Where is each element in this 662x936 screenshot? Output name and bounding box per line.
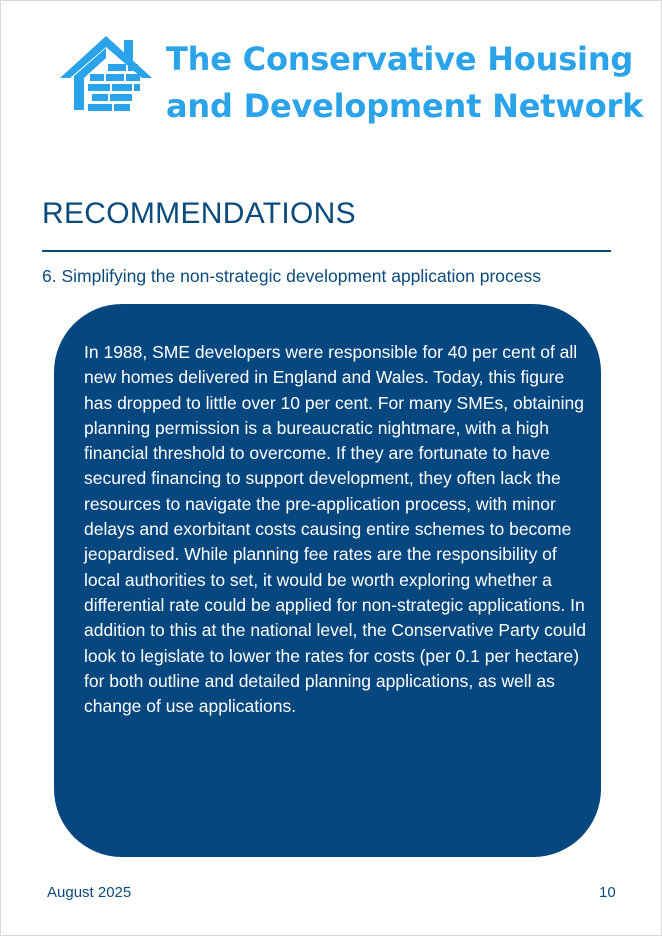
organization-title — [166, 36, 643, 130]
heading-divider — [42, 250, 611, 252]
footer-date: August 2025 — [47, 884, 132, 901]
section-heading: RECOMMENDATIONS — [42, 197, 356, 230]
recommendation-body-text: In 1988, SME developers were responsible for 40 per cent of all new homes delivered in England and Wales. Today, this figure has dropped to little over 10 per cent. For many SMEs, obtaining planning permission is a bureaucratic nightmare, with a high financial threshold to overcome. If they are fortunate to have secured financing to support development, they often lack the resources to navigate the pre-application process, with minor delays and exorbitant costs causing entire schemes to become jeopardised. While planning fee rates are the responsibility of local authorities to set, it would be worth exploring whether a differential rate could be applied for non-strategic applications. In addition to this at the national level, the Conservative Party could look to legislate to lower the rates for costs (per 0.1 per hectare) for both outline and detailed planning applications, as well as change of use applications. — [84, 342, 586, 717]
page-number: 10 — [599, 884, 616, 901]
organization-title-line2: and Development Network — [166, 87, 644, 125]
organization-title-line1: The Conservative Housing — [166, 40, 634, 78]
house-brick-icon — [60, 34, 152, 112]
recommendation-subheading: 6. Simplifying the non-strategic development application process — [42, 266, 542, 286]
